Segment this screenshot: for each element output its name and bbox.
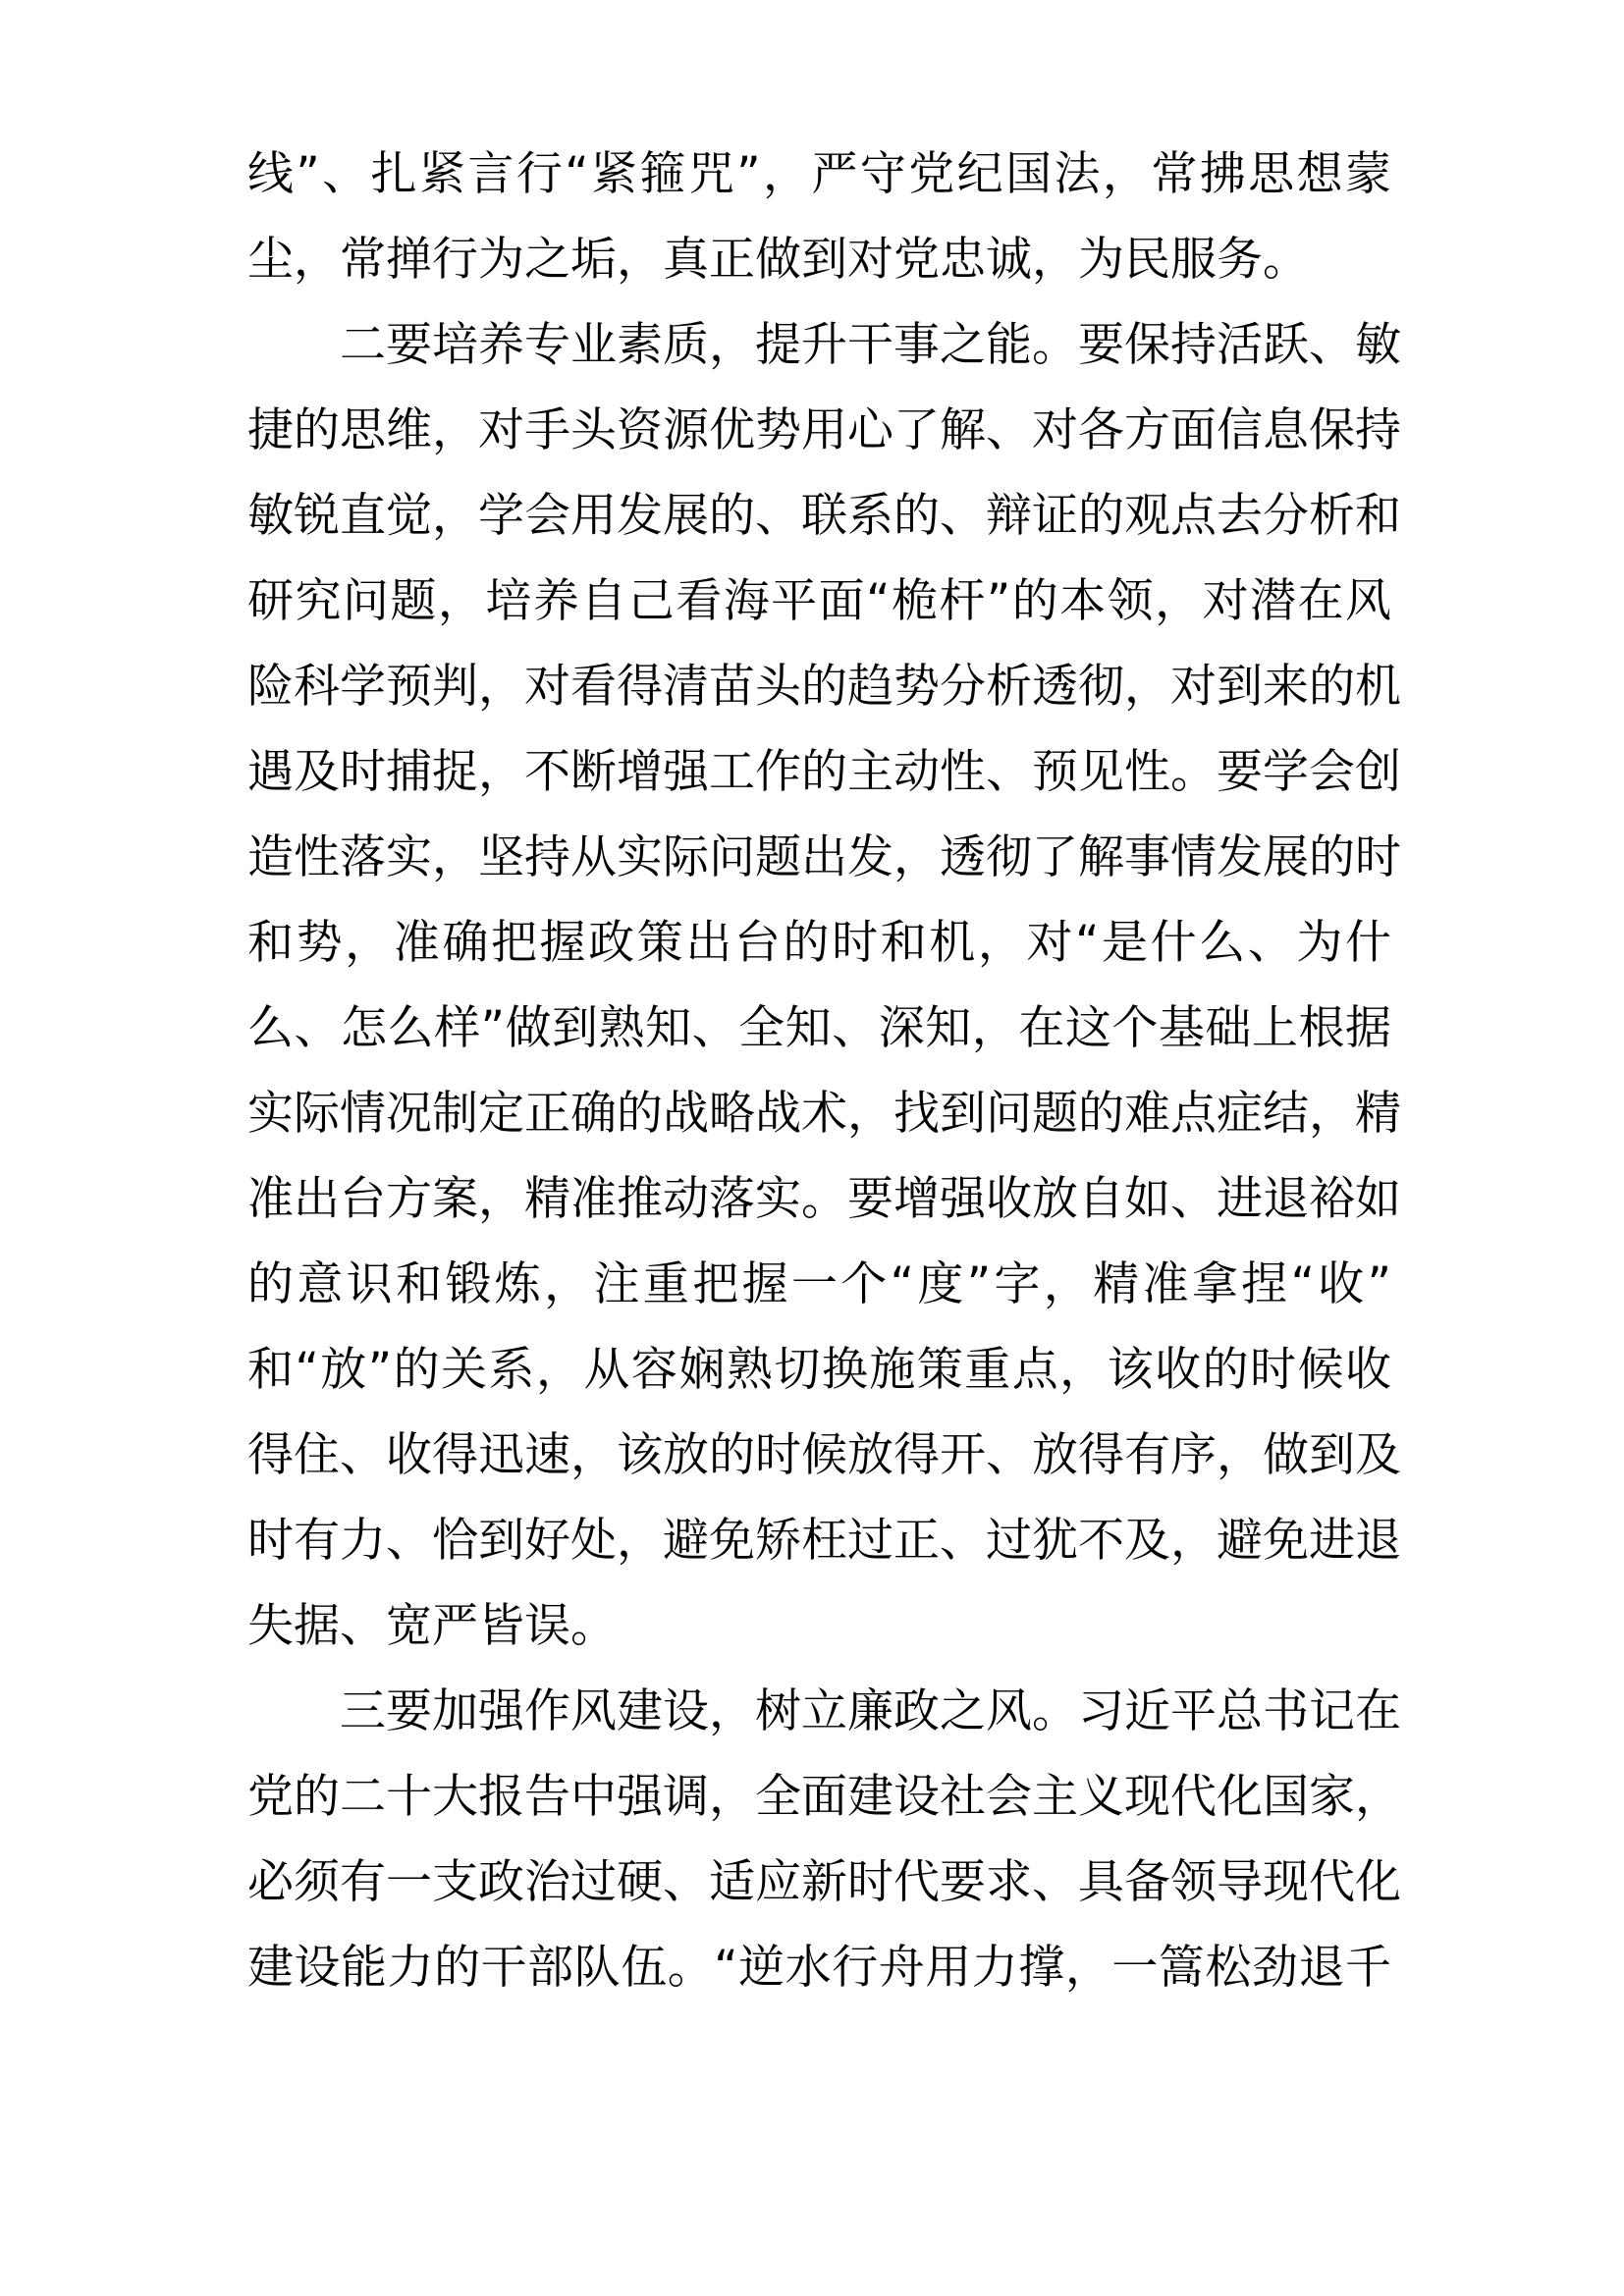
text-line: 研究问题，培养自己看海平面“桅杆”的本领，对潜在风: [247, 574, 1391, 628]
text-line: 和“放”的关系，从容娴熟切换施策重点，该收的时候收: [247, 1343, 1391, 1397]
text-line: 党的二十大报告中强调，全面建设社会主义现代化国家，: [247, 1770, 1401, 1824]
text-line: 实际情况制定正确的战略战术，找到问题的难点症结，精: [247, 1087, 1401, 1141]
text-line: 险科学预判，对看得清苗头的趋势分析透彻，对到来的机: [247, 660, 1401, 714]
text-line: 时有力、恰到好处，避免矫枉过正、过犹不及，避免进退: [247, 1514, 1401, 1568]
text-line: 的意识和锻炼，注重把握一个“度”字，精准拿捏“收”: [247, 1257, 1391, 1311]
text-line: 失据、宽严皆误。: [247, 1599, 617, 1653]
text-line: 遇及时捕捉，不断增强工作的主动性、预见性。要学会创: [247, 745, 1401, 799]
text-line: 必须有一支政治过硬、适应新时代要求、具备领导现代化: [247, 1855, 1401, 1909]
text-line: 准出台方案，精准推动落实。要增强收放自如、进退裕如: [247, 1172, 1401, 1226]
paragraph-start-line: 二要培养专业素质，提升干事之能。要保持活跃、敏: [340, 318, 1401, 372]
text-line: 和势，准确把握政策出台的时和机，对“是什么、为什: [247, 916, 1391, 970]
text-line: 么、怎么样”做到熟知、全知、深知，在这个基础上根据: [247, 1001, 1391, 1055]
text-line: 得住、收得迅速，该放的时候放得开、放得有序，做到及: [247, 1428, 1401, 1482]
text-line: 尘，常掸行为之垢，真正做到对党忠诚，为民服务。: [247, 233, 1309, 287]
paragraph-start-line: 三要加强作风建设，树立廉政之风。习近平总书记在: [340, 1684, 1401, 1738]
text-line: 建设能力的干部队伍。“逆水行舟用力撑，一篙松劲退千: [247, 1941, 1391, 1995]
text-line: 造性落实，坚持从实际问题出发，透彻了解事情发展的时: [247, 830, 1401, 884]
text-line: 敏锐直觉，学会用发展的、联系的、辩证的观点去分析和: [247, 489, 1401, 543]
text-line: 捷的思维，对手头资源优势用心了解、对各方面信息保持: [247, 403, 1401, 457]
text-line: 线”、扎紧言行“紧箍咒”，严守党纪国法，常拂思想蒙: [247, 147, 1391, 201]
